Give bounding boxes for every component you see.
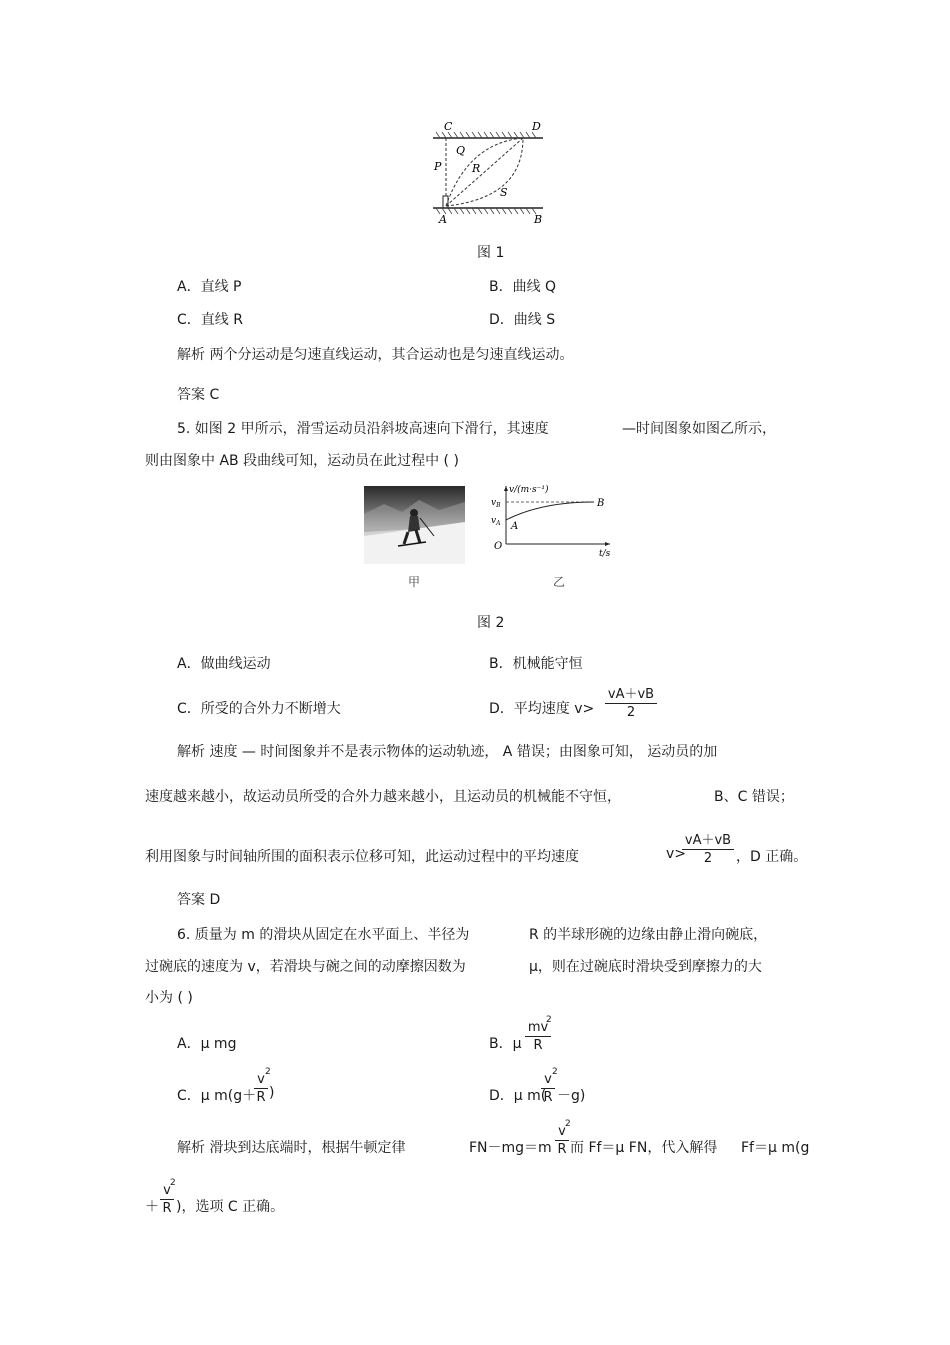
fig2-graph-label: 乙 bbox=[553, 575, 566, 589]
q6-analysis-cont-a: ＋ bbox=[145, 1199, 159, 1215]
option-text: 机械能守恒 bbox=[512, 656, 583, 672]
fig1-label-d: D bbox=[532, 120, 541, 133]
fraction-denominator: R bbox=[533, 1038, 543, 1053]
figure-2-caption: 图 2 bbox=[477, 615, 505, 631]
q6-option-d-end: －g) bbox=[557, 1088, 586, 1104]
option-key: A． bbox=[177, 656, 201, 672]
velocity-time-graph bbox=[486, 482, 616, 564]
option-text: 直线 R bbox=[200, 312, 243, 328]
fraction-numerator: v bbox=[163, 1183, 171, 1198]
q6-stem-line1a: 6. 质量为 m 的滑块从固定在水平面上、半径为 bbox=[177, 927, 470, 943]
option-text: 曲线 Q bbox=[512, 279, 557, 295]
option-key: D． bbox=[489, 701, 514, 717]
q5-option-a[interactable] bbox=[177, 653, 271, 673]
option-key: B． bbox=[489, 656, 513, 672]
q5-analysis-end: ，D 正确。 bbox=[736, 849, 808, 865]
option-text: 做曲线运动 bbox=[200, 656, 271, 672]
option-key: D． bbox=[489, 312, 514, 328]
q4-option-d[interactable] bbox=[489, 309, 555, 329]
figure-1-caption: 图 1 bbox=[477, 245, 505, 261]
q5-analysis-fraction bbox=[682, 833, 734, 866]
q6-option-d-exponent: 2 bbox=[552, 1067, 558, 1077]
fraction-numerator: v bbox=[257, 1072, 265, 1087]
q4-answer: 答案 C bbox=[177, 387, 220, 403]
q6-analysis-cont-exponent: 2 bbox=[170, 1178, 176, 1188]
q6-stem-line3: 小为 ( ) bbox=[145, 990, 193, 1006]
q5-analysis-line2: 速度越来越小，故运动员所受的合外力越来越小，且运动员的机械能不守恒， bbox=[145, 789, 621, 805]
q4-option-b[interactable] bbox=[489, 276, 556, 296]
q6-analysis-c: 而 Ff＝μ FN，代入解得 bbox=[570, 1140, 718, 1156]
fig1-label-q: Q bbox=[456, 144, 466, 157]
q6-option-d[interactable] bbox=[489, 1085, 546, 1105]
option-key: B．μ bbox=[489, 1036, 522, 1052]
graph-point-a: A bbox=[511, 521, 519, 532]
graph-yaxis-label: v/(m·s⁻¹) bbox=[509, 485, 549, 495]
q5-analysis-line3: 利用图象与时间轴所围的面积表示位移可知，此运动过程中的平均速度 bbox=[145, 849, 579, 865]
q6-stem-line1b: R 的半球形碗的边缘由静止滑向碗底， bbox=[529, 927, 768, 943]
fraction-denominator: R bbox=[162, 1201, 172, 1216]
q5-analysis-line1: 解析 速度 — 时间图象并不是表示物体的运动轨迹， A 错误；由图象可知， 运动员的加 bbox=[177, 744, 718, 760]
option-key: B． bbox=[489, 279, 513, 295]
q6-analysis-a: 解析 滑块到达底端时，根据牛顿定律 bbox=[177, 1140, 406, 1156]
graph-va-label: $v_A$ bbox=[491, 516, 501, 527]
q6-option-c-exponent: 2 bbox=[265, 1067, 271, 1077]
fig1-label-p: P bbox=[434, 160, 442, 173]
fraction-denominator: 2 bbox=[626, 705, 636, 720]
graph-point-b: B bbox=[597, 498, 605, 509]
q5-option-c[interactable] bbox=[177, 698, 341, 718]
q5-answer: 答案 D bbox=[177, 892, 221, 908]
fig1-label-r: R bbox=[472, 162, 481, 175]
fig1-label-c: C bbox=[444, 120, 453, 133]
fraction-denominator: 2 bbox=[703, 851, 713, 866]
q5-stem-line1b: —时间图象如图乙所示， bbox=[622, 421, 776, 437]
q6-option-b[interactable] bbox=[489, 1033, 522, 1053]
q5-analysis-line2b: B、C 错误； bbox=[714, 789, 794, 805]
q6-analysis-d: Ff＝μ m(g bbox=[741, 1140, 810, 1156]
q6-option-a[interactable]: A．μ mg bbox=[177, 1036, 237, 1052]
q5-analysis-v: v> bbox=[666, 846, 687, 862]
option-text: 平均速度 v> bbox=[513, 701, 595, 717]
fig1-label-s: S bbox=[500, 186, 508, 199]
q4-option-a[interactable] bbox=[177, 276, 241, 296]
option-text: 曲线 S bbox=[513, 312, 556, 328]
graph-vb-label: $v_B$ bbox=[491, 498, 501, 509]
fraction-numerator: v bbox=[558, 1124, 566, 1139]
option-key: C． bbox=[177, 701, 201, 717]
q6-option-b-exponent: 2 bbox=[546, 1015, 552, 1025]
fraction-denominator: R bbox=[256, 1090, 266, 1105]
option-key: D．μ m( bbox=[489, 1088, 547, 1104]
fig1-label-b: B bbox=[534, 213, 543, 226]
fraction-numerator: v bbox=[544, 1072, 552, 1087]
q6-analysis-cont-end: )，选项 C 正确。 bbox=[176, 1199, 285, 1215]
fraction-numerator: vA＋vB bbox=[607, 687, 655, 702]
fig2-photo-label: 甲 bbox=[408, 575, 421, 589]
option-key: A． bbox=[177, 279, 201, 295]
q6-stem-line2a: 过碗底的速度为 v，若滑块与碗之间的动摩擦因数为 bbox=[145, 959, 466, 975]
q6-option-c-end: ) bbox=[269, 1085, 275, 1101]
q5-stem-line1a: 5. 如图 2 甲所示，滑雪运动员沿斜坡高速向下滑行，其速度 bbox=[177, 421, 549, 437]
fraction-denominator: R bbox=[557, 1142, 567, 1157]
q4-option-c[interactable] bbox=[177, 309, 243, 329]
q4-analysis: 解析 两个分运动是匀速直线运动，其合运动也是匀速直线运动。 bbox=[177, 347, 574, 363]
q6-analysis-exponent: 2 bbox=[565, 1119, 571, 1129]
graph-origin: O bbox=[494, 541, 503, 552]
graph-xaxis-label: t/s bbox=[599, 549, 611, 559]
fraction-numerator: vA＋vB bbox=[684, 833, 732, 848]
skier-photo bbox=[364, 486, 465, 564]
fraction-numerator: mv bbox=[527, 1020, 549, 1035]
q5-option-b[interactable] bbox=[489, 653, 583, 673]
fraction-denominator: R bbox=[543, 1090, 553, 1105]
figure-1-diagram bbox=[428, 118, 548, 228]
option-text: 直线 P bbox=[200, 279, 242, 295]
option-key: C． bbox=[177, 312, 201, 328]
q5-stem-line2: 则由图象中 AB 段曲线可知，运动员在此过程中 ( ) bbox=[145, 453, 459, 469]
option-key: C．μ m(g＋ bbox=[177, 1088, 257, 1104]
q6-stem-line2b: μ，则在过碗底时滑块受到摩擦力的大 bbox=[529, 959, 762, 975]
q5-option-d[interactable] bbox=[489, 698, 594, 718]
option-text: 所受的合外力不断增大 bbox=[200, 701, 341, 717]
q6-option-c[interactable] bbox=[177, 1085, 256, 1105]
q5-option-d-fraction bbox=[605, 687, 657, 720]
q6-analysis-b: FN－mg＝m bbox=[469, 1140, 552, 1156]
fig1-label-a: A bbox=[439, 213, 447, 226]
